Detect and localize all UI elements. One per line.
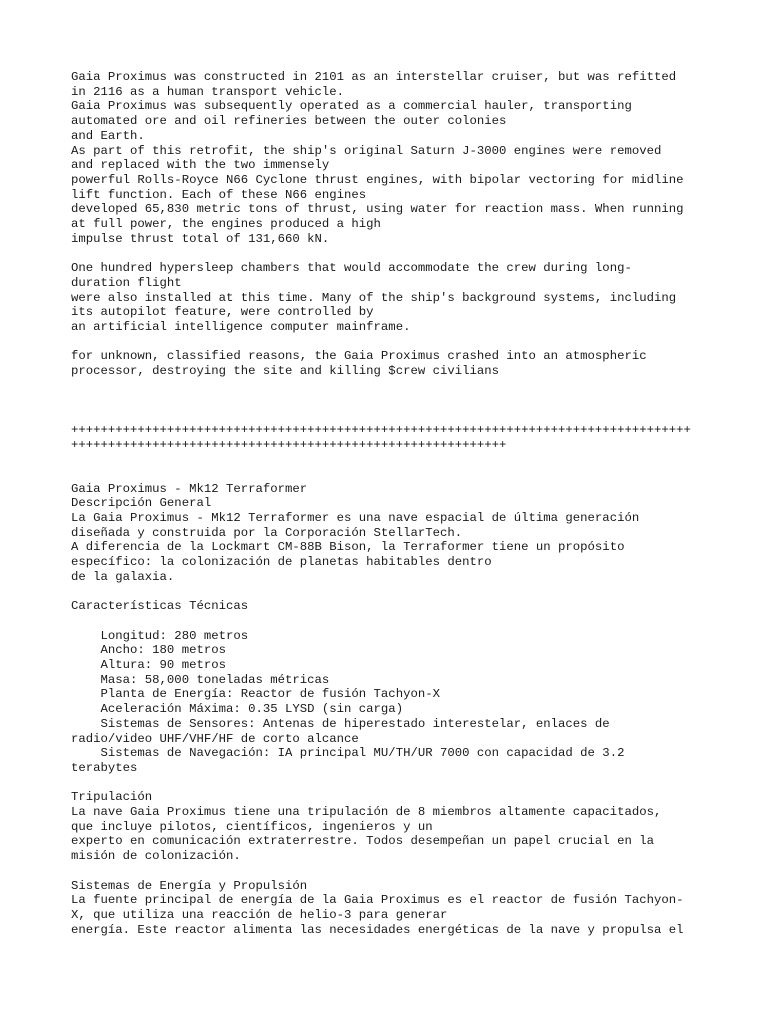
text-line: ++++++++++++++++++++++++++++++++++++++++++++++++++++++++++++++++++++++++++++++++++++ (71, 422, 691, 437)
text-line (71, 614, 711, 629)
text-line: an artificial intelligence computer mainframe. (71, 319, 411, 334)
text-line (71, 467, 711, 482)
text-line: radio/video UHF/VHF/HF de corto alcance (71, 731, 359, 746)
text-line: developed 65,830 metric tons of thrust, using water for reaction mass. When running (71, 202, 684, 217)
text-line: lift function. Each of these N66 engines (71, 187, 367, 202)
text-line: específico: la colonización de planetas habitables dentro (71, 555, 492, 570)
text-line: One hundred hypersleep chambers that would accommodate the crew during long- (71, 261, 632, 276)
text-line: Altura: 90 metros (71, 657, 226, 672)
text-line: Sistemas de Energía y Propulsión (71, 878, 308, 893)
text-line: experto en comunicación extraterrestre. Todos desempeñan un papel crucial en la (71, 834, 654, 849)
text-line (71, 335, 711, 350)
text-line: and Earth. (71, 128, 145, 143)
text-line: Gaia Proximus - Mk12 Terraformer (71, 481, 308, 496)
text-line: processor, destroying the site and killing $crew civilians (71, 364, 500, 379)
text-line: Sistemas de Sensores: Antenas de hiperestado interestelar, enlaces de (71, 716, 610, 731)
text-line: misión de colonización. (71, 849, 241, 864)
text-line (71, 585, 711, 600)
text-line: +++++++++++++++++++++++++++++++++++++++++++++++++++++++++++ (71, 437, 507, 452)
text-line (71, 246, 711, 261)
text-line: impulse thrust total of 131,660 kN. (71, 231, 330, 246)
text-line: Ancho: 180 metros (71, 643, 226, 658)
text-line: powerful Rolls-Royce N66 Cyclone thrust engines, with bipolar vectoring for midline (71, 172, 684, 187)
document-body (71, 70, 711, 937)
text-line: As part of this retrofit, the ship's original Saturn J-3000 engines were removed (71, 143, 662, 158)
text-line (71, 408, 711, 423)
text-line: diseñada y construida por la Corporación StellarTech. (71, 525, 463, 540)
text-line: were also installed at this time. Many of the ship's background systems, including (71, 290, 677, 305)
text-line: Aceleración Máxima: 0.35 LYSD (sin carga) (71, 702, 404, 717)
text-line: energía. Este reactor alimenta las necesidades energéticas de la nave y propulsa el (71, 922, 684, 937)
text-line: Sistemas de Navegación: IA principal MU/TH/UR 7000 con capacidad de 3.2 (71, 746, 625, 761)
text-line: in 2116 as a human transport vehicle. (71, 84, 345, 99)
text-line: its autopilot feature, were controlled by (71, 305, 374, 320)
text-line: at full power, the engines produced a high (71, 217, 381, 232)
text-line (71, 393, 711, 408)
text-line: Longitud: 280 metros (71, 628, 249, 643)
text-line (71, 452, 711, 467)
text-line (71, 776, 711, 791)
text-line: La fuente principal de energía de la Gaia Proximus es el reactor de fusión Tachyon- (71, 893, 684, 908)
text-line: Gaia Proximus was constructed in 2101 as an interstellar cruiser, but was refitted (71, 70, 677, 84)
text-line: que incluye pilotos, científicos, ingenieros y un (71, 819, 433, 834)
text-line: Masa: 58,000 toneladas métricas (71, 672, 330, 687)
text-line: duration flight (71, 275, 182, 290)
text-line: La nave Gaia Proximus tiene una tripulación de 8 miembros altamente capacitados, (71, 805, 662, 819)
text-line: de la galaxia. (71, 569, 175, 584)
text-line: La Gaia Proximus - Mk12 Terraformer es una nave espacial de última generación (71, 510, 640, 525)
text-line: terabytes (71, 760, 138, 775)
text-line: A diferencia de la Lockmart CM-88B Bison, la Terraformer tiene un propósito (71, 540, 625, 555)
text-line: Gaia Proximus was subsequently operated as a commercial hauler, transporting (71, 99, 632, 114)
text-line: Tripulación (71, 790, 153, 805)
text-line: automated ore and oil refineries between the outer colonies (71, 114, 507, 129)
text-line: Descripción General (71, 496, 212, 511)
text-line: Características Técnicas (71, 599, 249, 614)
text-line (71, 864, 711, 879)
text-line: and replaced with the two immensely (71, 158, 330, 173)
text-line (71, 379, 711, 394)
text-line: Planta de Energía: Reactor de fusión Tachyon-X (71, 687, 440, 702)
text-line: for unknown, classified reasons, the Gaia Proximus crashed into an atmospheric (71, 349, 647, 364)
text-line: X, que utiliza una reacción de helio-3 para generar (71, 907, 448, 922)
